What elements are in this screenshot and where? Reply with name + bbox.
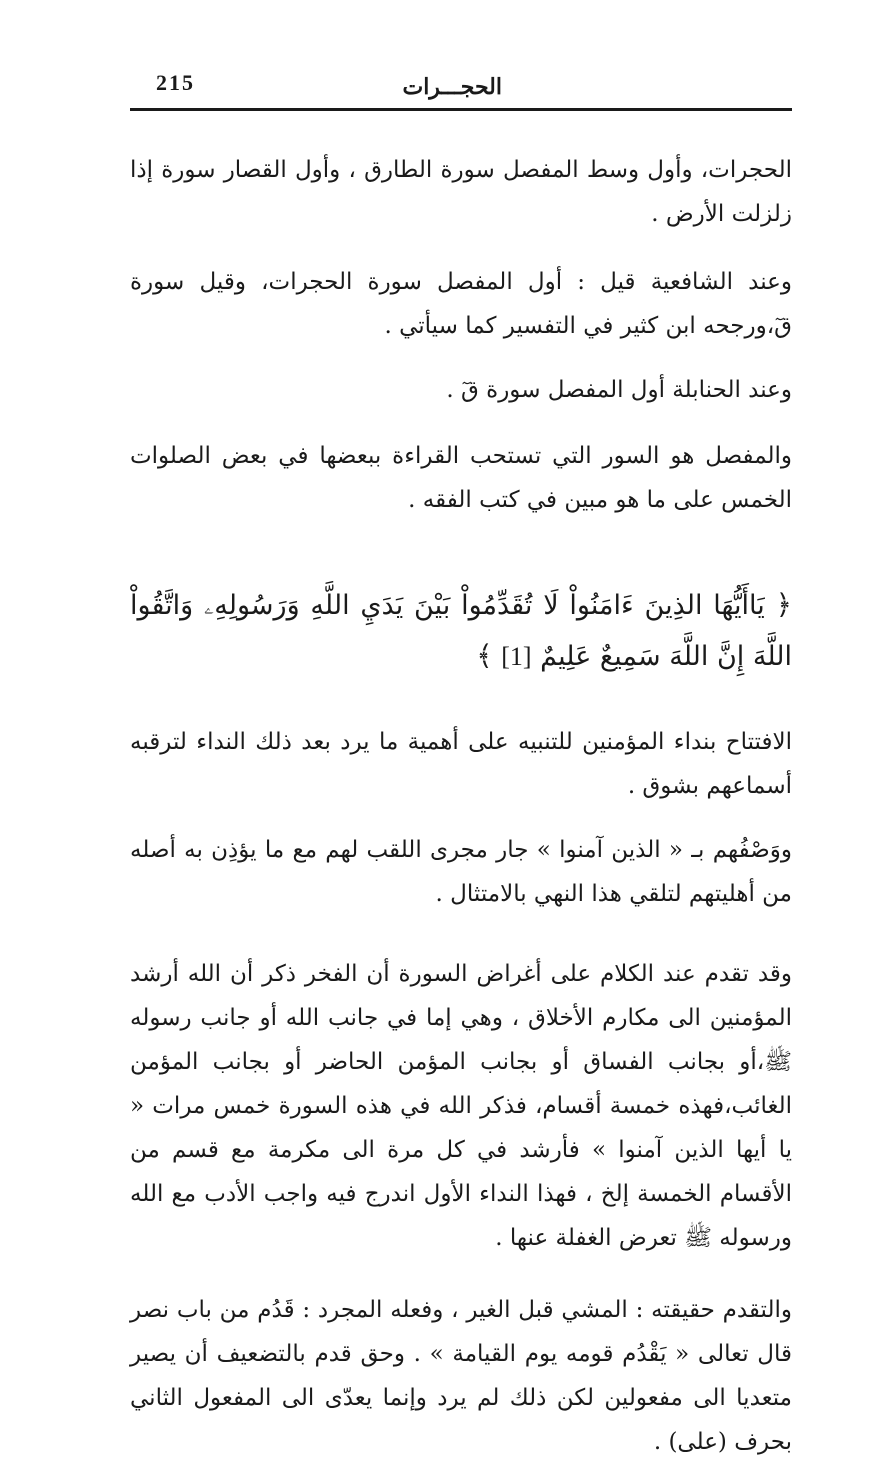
verse-close-bracket: ﴾: [476, 639, 493, 672]
header-rule: [130, 108, 792, 111]
verse-open-bracket: ﴿: [775, 588, 792, 621]
paragraph-8: وقد تقدم عند الكلام على أغراض السورة أن الفخر ذكر أن الله أرشد المؤمنين الى مكارم الأخلاق ، وهي إما في جانب الله أو جانب رسوله ﷺ،أو بجانب الفساق أو بجانب المؤمن الحاضر أو بجانب المؤمن الغائب،فهذه خمسة أقسام، فذكر الله في هذه السورة خمس مرات « يا أيها الذين آمنوا » فأرشد في كل مرة الى مكرمة مع قسم من الأقسام الخمسة إلخ ، فهذا النداء الأول اندرج فيه واجب الأدب مع الله ورسوله ﷺ تعرض الغفلة عنها .: [130, 961, 792, 1251]
paragraph-4: والمفصل هو السور التي تستحب القراءة ببعضها في بعض الصلوات الخمس على ما هو مبين في كتب الفقه .: [130, 443, 792, 513]
running-title: الحجـــرات: [402, 74, 502, 100]
paragraph-1: الحجرات، وأول وسط المفصل سورة الطارق ، وأول القصار سورة إذا زلزلت الأرض .: [130, 157, 792, 227]
paragraph-6: الافتتاح بنداء المؤمنين للتنبيه على أهمية ما يرد بعد ذلك النداء لترقبه أسماعهم بشوق .: [130, 729, 792, 799]
paragraph-2: وعند الشافعية قيل : أول المفصل سورة الحجرات، وقيل سورة قٓ،ورجحه ابن كثير في التفسير كما سيأتي .: [130, 269, 792, 339]
paragraph-9: والتقدم حقيقته : المشي قبل الغير ، وفعله المجرد : قَدُم من باب نصر قال تعالى « يَقْدُم قومه يوم القيامة » . وحق قدم بالتضعيف أن يصير متعديا الى مفعولين لكن ذلك لم يرد وإنما يعدّى الى المفعول الثاني بحرف (على) .: [130, 1297, 792, 1455]
paragraph-7: ووَصْفُهم بـ « الذين آمنوا » جار مجرى اللقب لهم مع ما يؤذِن به أصله من أهليتهم لتلقي هذا النهي بالامتثال .: [130, 837, 792, 907]
verse-text: يَاأَيُّهَا الذِينَ ءَامَنُواْ لَا تُقَدِّمُواْ بَيْنَ يَدَيِ اللَّهِ وَرَسُولِهِۦ وَاتَّقُواْ اللَّهَ إِنَّ اللَّهَ سَمِيعٌ عَلِيمٌ: [130, 590, 792, 672]
quran-verse: [130, 580, 792, 682]
page-number: 215: [156, 70, 195, 95]
page-header: [130, 60, 792, 110]
page-body: [130, 148, 792, 1464]
paragraph-3: وعند الحنابلة أول المفصل سورة قٓ .: [446, 377, 792, 403]
verse-number: [1]: [501, 642, 532, 671]
